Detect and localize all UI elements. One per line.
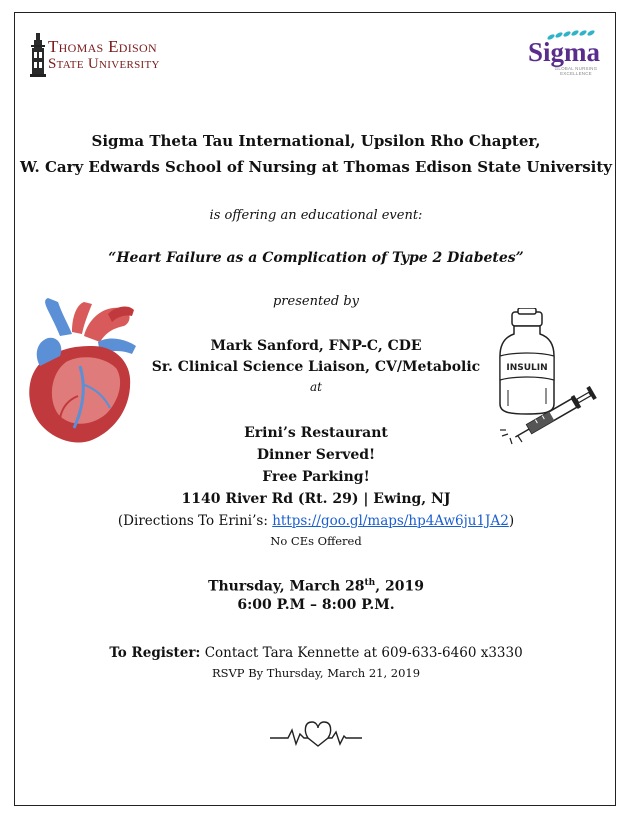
no-ces-text: No CEs Offered bbox=[270, 534, 362, 548]
event-date bbox=[14, 573, 618, 597]
event-date-ordinal: th bbox=[364, 578, 376, 588]
header-line-1: Sigma Theta Tau International, Upsilon Rho Chapter, bbox=[91, 132, 541, 150]
register-line bbox=[14, 643, 618, 663]
presenter-role: Sr. Clinical Science Liaison, CV/Metabolic bbox=[151, 359, 481, 375]
directions-line bbox=[14, 511, 618, 531]
register-contact: Contact Tara Kennette at 609-633-6460 x3330 bbox=[200, 645, 523, 661]
register-label: To Register: bbox=[109, 645, 201, 661]
intro-text: is offering an educational event: bbox=[209, 208, 423, 223]
directions-suffix: ) bbox=[508, 513, 515, 529]
tesu-logo-top-text: Thomas Edison bbox=[48, 37, 157, 56]
event-date-year: , 2019 bbox=[375, 578, 424, 595]
venue-address: 1140 River Rd (Rt. 29) | Ewing, NJ bbox=[181, 491, 451, 507]
presenter-name: Mark Sanford, FNP-C, CDE bbox=[210, 338, 422, 354]
sigma-logo-word: Sigma bbox=[528, 37, 601, 67]
event-title: “Heart Failure as a Complication of Type 2 Diabetes” bbox=[108, 250, 524, 266]
heartbeat-divider-icon bbox=[268, 716, 364, 750]
dinner-served: Dinner Served! bbox=[256, 447, 376, 463]
venue-name: Erini’s Restaurant bbox=[244, 425, 388, 441]
directions-prefix: (Directions To Erini’s: bbox=[117, 513, 273, 529]
event-date-day: Thursday, March 28 bbox=[208, 578, 365, 595]
tesu-logo-bottom-text: State University bbox=[48, 56, 160, 72]
syringe-icon bbox=[496, 386, 604, 448]
event-time: 6:00 P.M – 8:00 P.M. bbox=[237, 597, 395, 613]
sigma-logo-tagline: GLOBAL NURSING EXCELLENCE bbox=[554, 66, 598, 76]
rsvp-text: RSVP By Thursday, March 21, 2019 bbox=[211, 666, 421, 680]
directions-link[interactable]: https://goo.gl/maps/hp4Aw6ju1JA2 bbox=[272, 513, 509, 529]
anatomical-heart-icon bbox=[20, 296, 150, 448]
tesu-tower-icon bbox=[28, 30, 48, 78]
presented-by: presented by bbox=[272, 294, 359, 309]
insulin-label: INSULIN bbox=[506, 363, 548, 373]
free-parking: Free Parking! bbox=[262, 469, 370, 485]
header-line-2: W. Cary Edwards School of Nursing at Thomas Edison State University bbox=[19, 158, 613, 176]
at-text: at bbox=[310, 380, 322, 394]
